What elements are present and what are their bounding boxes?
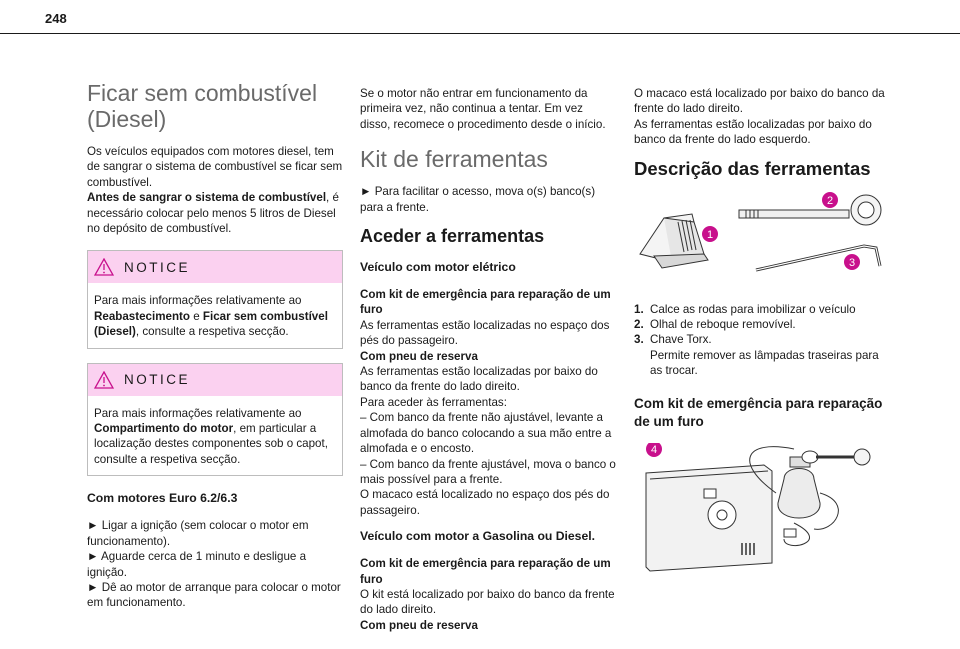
repair-kit-illustration — [634, 443, 890, 573]
tool-item-1 — [634, 302, 890, 317]
repair-kit-drawing — [634, 443, 890, 573]
kit-repair-text: As ferramentas estão localizadas no espaço dos pés do passageiro. — [360, 318, 610, 348]
jack-paragraph: O macaco está localizado por baixo do banco da frente do lado direito. — [634, 87, 885, 116]
notice-text-part: , em particular a localização destes componentes sob o capot, consulte a respetiva secção. — [94, 422, 328, 466]
warning-icon — [94, 258, 114, 276]
bleed-bold: Antes de sangrar o sistema de combustível — [87, 191, 327, 205]
tool-item-num: 3. — [634, 333, 644, 347]
access-dash-2: – Com banco da frente ajustável, mova o banco o mais possível para a frente. — [360, 457, 616, 486]
electric-heading: Veículo com motor elétrico — [360, 260, 516, 275]
hose-icon — [784, 523, 810, 546]
notice-text — [94, 293, 336, 339]
kit2-heading: Com kit de emergência para reparação de um furo — [360, 557, 611, 586]
tools-paragraph: As ferramentas estão localizadas por baixo do banco da frente do lado esquerdo. — [634, 117, 872, 147]
notice-text-part: Para mais informações relativamente ao — [94, 294, 302, 308]
tool-item-3 — [634, 332, 890, 378]
notice-text-part: e — [190, 309, 203, 323]
compressor-icon — [646, 465, 772, 571]
petrol-heading: Veículo com motor a Gasolina ou Diesel. — [360, 529, 596, 544]
tool-item-2 — [634, 317, 890, 332]
spare-text: As ferramentas estão localizadas por baixo do banco da frente do lado direito. — [360, 365, 598, 394]
header-rule — [0, 33, 960, 34]
notice-body — [88, 396, 342, 476]
tool-item-text: Calce as rodas para imobilizar o veículo — [650, 302, 856, 316]
warning-icon — [94, 371, 114, 389]
page-number: 248 — [45, 11, 67, 26]
tool-item-sub: Permite remover as lâmpadas traseiras para as trocar. — [650, 348, 879, 378]
engines-heading: Com motores Euro 6.2/6.3 — [87, 491, 238, 506]
callout-3-label: 3 — [848, 256, 856, 269]
tools-description-title: Descrição das ferramentas — [634, 157, 871, 179]
notice-link-refuel: Reabastecimento — [94, 309, 191, 323]
section-title-toolkit: Kit de ferramentas — [360, 146, 548, 173]
wheel-chock-icon — [640, 214, 708, 268]
tool-item-num: 2. — [634, 318, 644, 332]
access-tools-title: Aceder a ferramentas — [360, 226, 545, 247]
bleed-rest: , é necessário colocar pelo menos 5 litros de Diesel no depósito de combustível. — [87, 191, 339, 236]
step-2: ► Aguarde cerca de 1 minuto e desligue a ignição. — [87, 550, 307, 579]
notice-text — [94, 406, 336, 468]
intro-paragraph: Os veículos equipados com motores diesel, tem de sangrar o sistema de combustível se ficar sem combustível. — [87, 145, 343, 189]
notice-text-part: Para mais informações relativamente ao — [94, 406, 302, 420]
notice-header — [88, 364, 342, 396]
jack-text: O macaco está localizado no espaço dos pés do passageiro. — [360, 488, 610, 517]
tools-drawing — [634, 192, 890, 292]
notice-box-1 — [87, 250, 343, 348]
notice-text-part: , consulte a respetiva secção. — [135, 325, 289, 339]
step-1: ► Ligar a ignição (sem colocar o motor em funcionamento). — [87, 519, 309, 548]
tow-eye-icon — [739, 195, 881, 225]
bleed-paragraph — [87, 190, 343, 236]
access-dash-1: – Com banco da frente não ajustável, levante a almofada do banco colocando a sua mão entre a almofada e o encosto. — [360, 411, 612, 456]
spare-heading: Com pneu de reserva — [360, 349, 478, 363]
toolkit-text: ► Para facilitar o acesso, mova o(s) banco(s) para a frente. — [360, 185, 596, 214]
notice-header — [88, 251, 342, 283]
access-intro: Para aceder às ferramentas: — [360, 395, 507, 409]
section-title-fuel: Ficar sem combustível (Diesel) — [87, 80, 318, 132]
tool-item-text: Chave Torx. — [650, 333, 712, 347]
kit-repair-heading: Com kit de emergência para reparação de um furo — [360, 288, 611, 317]
notice-title: NOTICE — [124, 259, 191, 275]
tools-illustration — [634, 192, 890, 292]
notice-title: NOTICE — [124, 372, 191, 388]
column-3 — [634, 86, 890, 573]
column-1 — [87, 80, 343, 611]
step-3: ► Dê ao motor de arranque para colocar o motor em funcionamento. — [87, 580, 341, 610]
tool-item-text: Olhal de reboque removível. — [650, 318, 796, 332]
notice-link-outoffuel: Ficar sem combustível (Diesel) — [94, 309, 328, 339]
kit-heading: Com kit de emergência para reparação de um furo — [634, 395, 883, 429]
callout-4-label: 4 — [650, 443, 658, 456]
callout-1-label: 1 — [706, 228, 714, 241]
restart-paragraph: Se o motor não entrar em funcionamento da primeira vez, não continua a tentar. Em vez disso, recomece o procedimento desde o início. — [360, 87, 606, 131]
column-2 — [360, 86, 616, 633]
tool-item-body — [650, 332, 890, 378]
notice-link-engine: Compartimento do motor — [94, 422, 234, 436]
notice-body — [88, 283, 342, 347]
notice-box-2 — [87, 363, 343, 477]
tool-item-num: 1. — [634, 302, 644, 316]
kit2-text: O kit está localizado por baixo do banco da frente do lado direito. — [360, 587, 615, 617]
torx-key-icon — [756, 246, 880, 270]
callout-2-label: 2 — [826, 194, 834, 207]
spare2-heading: Com pneu de reserva — [360, 618, 478, 632]
